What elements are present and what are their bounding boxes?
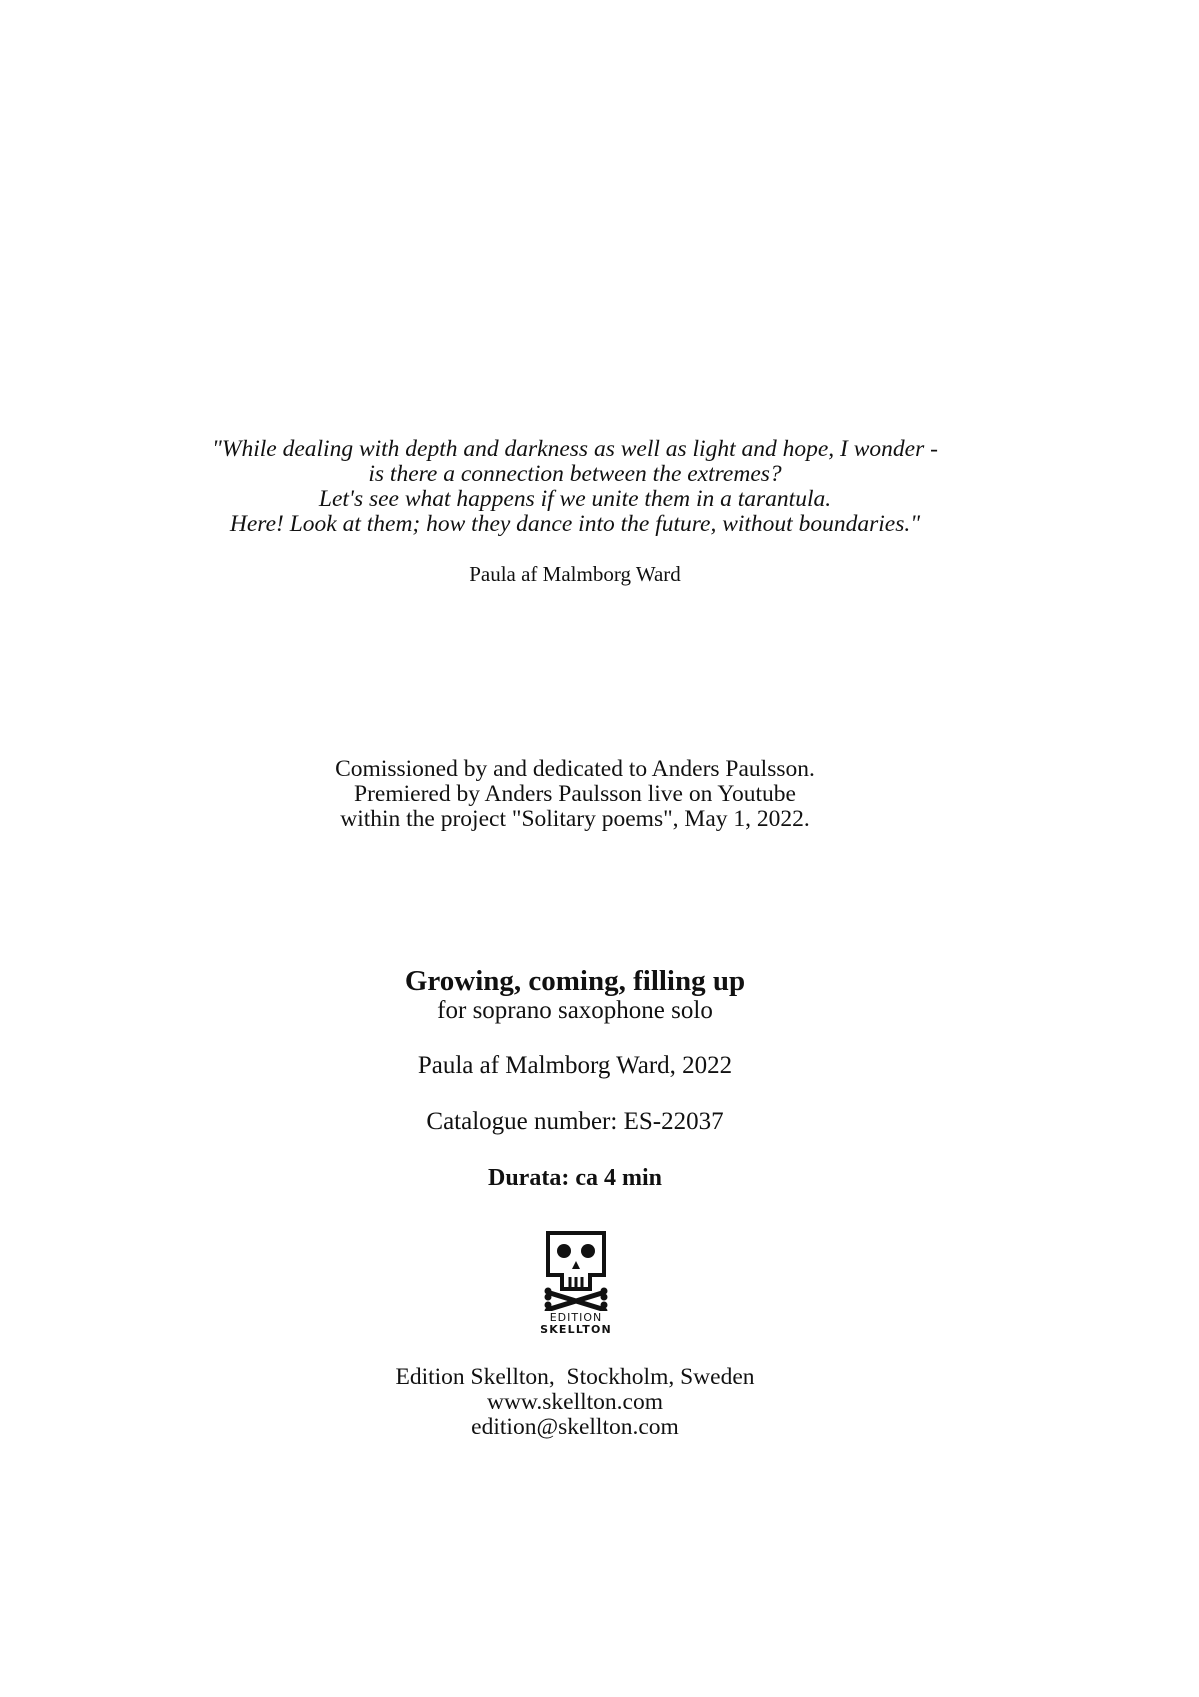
catalogue-number: Catalogue number: ES-22037 xyxy=(426,1108,724,1135)
quote-line: Let's see what happens if we unite them in a tarantula. xyxy=(318,486,832,512)
epigraph-quote xyxy=(0,437,1150,537)
dedication-line: within the project "Solitary poems", May 1, 2022. xyxy=(340,806,810,832)
work-subtitle: for soprano saxophone solo xyxy=(437,997,713,1024)
quote-line: Here! Look at them; how they dance into the future, without boundaries." xyxy=(229,511,921,537)
quote-author: Paula af Malmborg Ward xyxy=(469,562,681,586)
publisher-address: Edition Skellton, Stockholm, Sweden xyxy=(395,1364,755,1390)
publisher-website: www.skellton.com xyxy=(486,1389,663,1415)
logo-edition-text: EDITION xyxy=(549,1311,603,1324)
dedication-line: Premiered by Anders Paulsson live on Youtube xyxy=(354,781,796,807)
logo-name-text: SKELLTON xyxy=(540,1323,612,1336)
publisher-email: edition@skellton.com xyxy=(471,1414,679,1440)
work-title: Growing, coming, filling up xyxy=(404,965,746,997)
dedication-text xyxy=(0,757,1150,832)
dedication-line: Comissioned by and dedicated to Anders Paulsson. xyxy=(335,756,815,782)
edition-skellton-logo xyxy=(540,1231,612,1341)
composer-line: Paula af Malmborg Ward, 2022 xyxy=(417,1052,733,1079)
duration-line: Durata: ca 4 min xyxy=(488,1165,662,1191)
quote-line: "While dealing with depth and darkness as well as light and hope, I wonder - xyxy=(212,436,938,462)
skull-and-crossbones-icon xyxy=(540,1231,612,1311)
quote-line: is there a connection between the extremes? xyxy=(368,461,782,487)
publisher-info xyxy=(0,1365,1150,1440)
